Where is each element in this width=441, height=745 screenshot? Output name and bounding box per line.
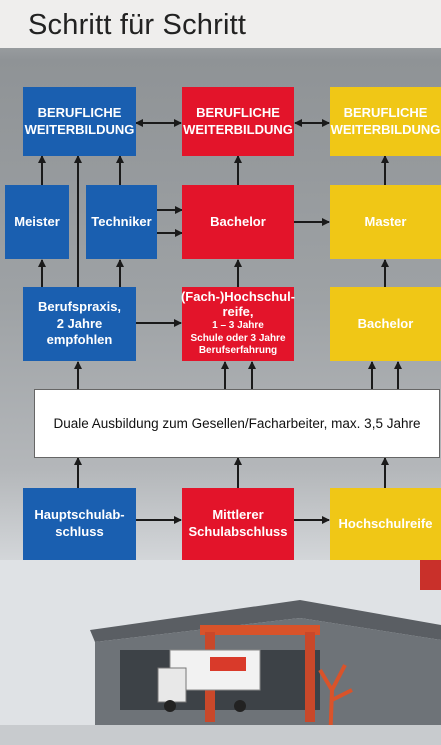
box-hochschulreife: Hochschulreife bbox=[330, 488, 441, 560]
box-meister: Meister bbox=[5, 185, 69, 259]
box-weiterbildung-yellow: BERUFLICHE WEITERBILDUNG bbox=[330, 87, 441, 156]
fh-note: 1 – 3 Jahre Schule oder 3 Jahre Berufserfahrung bbox=[190, 320, 286, 357]
fh-line-2: reife, bbox=[222, 304, 254, 320]
fh-line-2-row bbox=[222, 305, 253, 320]
box-mittlerer-schulabschluss: Mittlerer Schulabschluss bbox=[182, 488, 294, 560]
box-bachelor-yellow: Bachelor bbox=[330, 287, 441, 361]
box-fach-hochschulreife bbox=[182, 287, 294, 361]
box-weiterbildung-blue: BERUFLICHE WEITERBILDUNG bbox=[23, 87, 136, 156]
box-hauptschulabschluss: Hauptschulab- schluss bbox=[23, 488, 136, 560]
box-berufspraxis: Berufspraxis, 2 Jahre empfohlen bbox=[23, 287, 136, 361]
page-title: Schritt für Schritt bbox=[28, 9, 247, 41]
box-weiterbildung-red: BERUFLICHE WEITERBILDUNG bbox=[182, 87, 294, 156]
box-duale-ausbildung: Duale Ausbildung zum Gesellen/Facharbeiter, max. 3,5 Jahre bbox=[34, 389, 440, 458]
fh-line-1: (Fach-)Hochschul- bbox=[180, 289, 296, 305]
box-techniker: Techniker bbox=[86, 185, 157, 259]
box-master: Master bbox=[330, 185, 441, 259]
box-bachelor-red: Bachelor bbox=[182, 185, 294, 259]
